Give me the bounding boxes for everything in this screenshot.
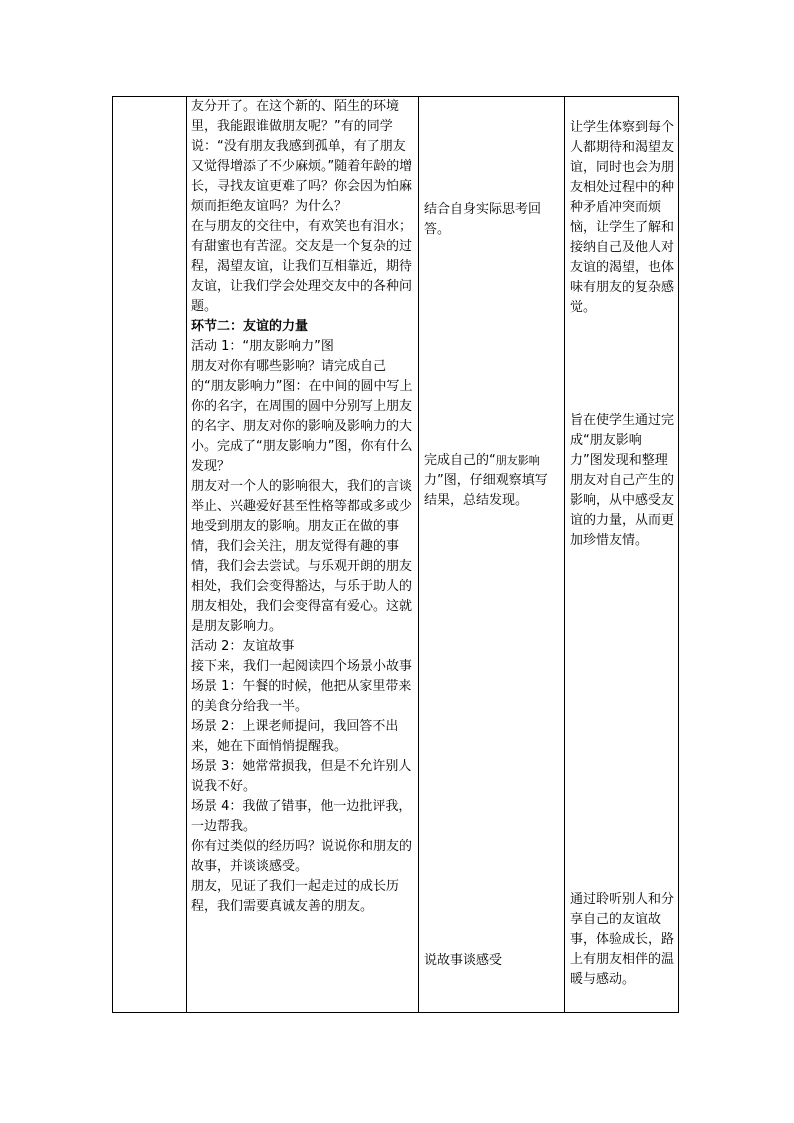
scene-3: 场景 3：她常常损我，但是不允许别人说我不好。 [191,759,412,794]
student-activity-1: 结合自身实际思考回答。 [424,202,542,237]
design-intent-2: 旨在使学生通过完成“朋友影响力”图发现和整理朋友对自己产生的影响，从中感受友谊的力量，从而更加珍惜友情。 [570,413,675,548]
student-activity-2 [424,451,558,511]
activity-1-title: 活动 1：“朋友影响力”图 [191,339,334,354]
section-2-title: 环节二：友谊的力量 [191,319,309,334]
empty-column-cell [113,97,187,1013]
activity-1-paragraph-2: 朋友对一个人的影响很大，我们的言谈举止、兴趣爱好甚至性格等都或多或少地受到朋友的影响。朋友正在做的事情，我们会关注，朋友觉得有趣的事情，我们会去尝试。与乐观开朗的朋友相处，我们会变得豁达，与乐于助人的朋友相处，我们会变得富有爱心。这就是朋友影响力。 [191,479,413,634]
activity-2-title: 活动 2：友谊故事 [191,639,295,654]
design-intent-3: 通过聆听别人和分享自己的友谊故事，体验成长，路上有朋友相伴的温暖与感动。 [570,892,675,987]
activity-2-intro: 接下来，我们一起阅读四个场景小故事 [191,659,413,674]
student-activity-2-part-c: 力”图，仔细观察填写结果，总结发现。 [424,473,548,508]
student-activity-2-part-a: 完成自己的“ [424,453,496,468]
activity-2-question: 你有过类似的经历吗？说说你和朋友的故事，并谈谈感受。 [191,839,413,874]
activity-1-paragraph-1: 朋友对你有哪些影响？请完成自己的“朋友影响力”图：在中间的圆中写上你的名字，在周围的圆中分别写上朋友的名字、朋友对你的影响及影响力的大小。完成了“朋友影响力”图，你有什么发现？ [191,359,413,474]
student-activity-3: 说故事谈感受 [424,953,503,968]
design-intent-1: 让学生体察到每个人都期待和渴望友谊，同时也会为朋友相处过程中的种种矛盾冲突而烦恼，让学生了解和接纳自己及他人对友谊的渴望，也体味有朋友的复杂感觉。 [570,120,675,315]
scene-4: 场景 4：我做了错事，他一边批评我，一边帮我。 [191,799,412,834]
teaching-process-cell [187,97,419,1013]
process-paragraph-1: 友分开了。在这个新的、陌生的环境里，我能跟谁做朋友呢？”有的同学说：“没有朋友我感到孤单，有了朋友又觉得增添了不少麻烦。”随着年龄的增长，寻找友谊更难了吗？你会因为怕麻烦而拒绝友谊吗？为什么？ [191,99,413,214]
scene-2: 场景 2：上课老师提问，我回答不出来，她在下面悄悄提醒我。 [191,719,399,754]
activity-2-summary: 朋友，见证了我们一起走过的成长历程，我们需要真诚友善的朋友。 [191,879,400,914]
scene-1: 场景 1：午餐的时候，他把从家里带来的美食分给我一半。 [191,679,412,714]
student-activity-2-part-b: 朋友影响 [495,454,540,467]
process-paragraph-2: 在与朋友的交往中，有欢笑也有泪水；有甜蜜也有苦涩。交友是一个复杂的过程，渴望友谊，让我们互相靠近，期待友谊，让我们学会处理交友中的各种问题。 [191,219,413,314]
